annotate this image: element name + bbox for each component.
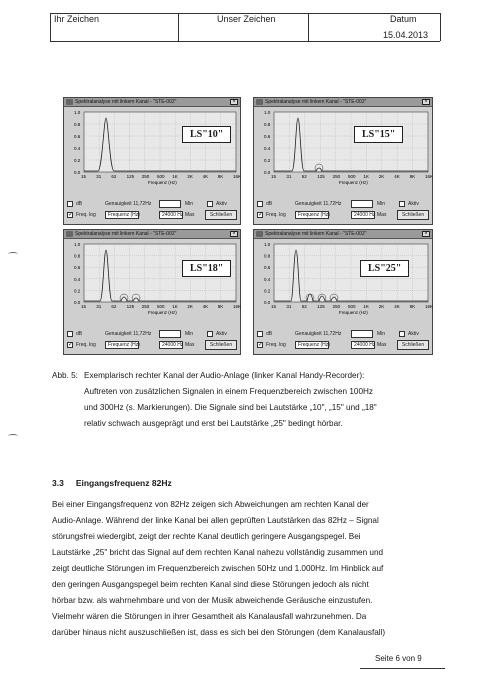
window-controls	[67, 199, 237, 221]
controls-row	[67, 210, 237, 220]
x-tick-label: 125	[126, 304, 135, 309]
header-divider	[308, 13, 309, 41]
frequency-select[interactable]: Frequenz (Hz)	[295, 341, 329, 349]
spectrum-window	[253, 229, 433, 355]
y-tick-label: 0.0	[74, 300, 81, 305]
spectrum-plot	[74, 242, 242, 318]
y-tick-label: 0.4	[264, 276, 271, 282]
y-tick-label: 0.2	[264, 288, 271, 294]
freq-log-checkbox[interactable]	[257, 212, 263, 218]
x-tick-label: 8K	[409, 304, 416, 309]
volume-label: LS"15"	[354, 126, 403, 143]
paragraph-line: Bei einer Eingangsfrequenz von 82Hz zeigen sich Abweichungen am rechten Kanal der	[52, 500, 369, 509]
x-tick-label: 15	[271, 304, 277, 309]
footer-line	[360, 668, 445, 669]
controls-row	[67, 199, 237, 209]
freq-log-checkbox[interactable]	[67, 342, 73, 348]
app-icon	[256, 99, 263, 105]
x-axis-label: Frequenz (Hz)	[339, 180, 368, 185]
max-input[interactable]: 24000 Hz	[159, 341, 183, 349]
caption-text	[84, 368, 449, 432]
letter-header	[50, 13, 440, 43]
db-checkbox[interactable]	[257, 201, 263, 207]
y-tick-label: 0.8	[264, 122, 271, 127]
db-label: dB	[76, 201, 83, 207]
controls-row	[67, 340, 237, 350]
db-label: dB	[76, 331, 83, 337]
x-tick-label: 31	[96, 304, 102, 309]
y-tick-label: 0.4	[74, 146, 81, 151]
x-tick-label: 250	[332, 174, 341, 179]
y-tick-label: 0.0	[264, 170, 271, 175]
x-tick-label: 16K	[233, 304, 242, 309]
paragraph-line: hörbar bzw. als wahrnehmbare und von der Musik abweichende Geräusche einzustufen.	[52, 596, 373, 605]
paragraph-line: störungsfrei wiedergibt, zeigt der rechte Kanal deutlich geringere Ausgangspegel. Bei	[52, 532, 361, 541]
db-label: dB	[266, 201, 273, 207]
paragraph-line: Vielmehr wären die Störungen in ihrer Gesamtheit als Kanalausfall wahrzunehmen. Da	[52, 612, 367, 621]
active-checkbox[interactable]	[399, 331, 405, 337]
x-tick-label: 62	[111, 304, 117, 309]
min-label: Min	[377, 201, 386, 207]
x-tick-label: 62	[301, 174, 307, 179]
caption-line: relativ schwach ausgeprägt und erst bei Lautstärke „25" bedingt hörbar.	[84, 419, 343, 428]
y-tick-label: 1.0	[264, 242, 271, 247]
x-tick-label: 2K	[378, 304, 385, 309]
active-label: Aktiv	[408, 201, 419, 207]
window-controls	[67, 329, 237, 351]
x-tick-label: 8K	[409, 174, 416, 179]
accuracy-label: Genauigkeit 11,72Hz	[105, 331, 152, 337]
x-tick-label: 1K	[172, 304, 178, 309]
accuracy-label: Genauigkeit 11,72Hz	[105, 201, 152, 207]
close-button[interactable]: Schließen	[205, 210, 237, 220]
controls-row	[257, 210, 429, 220]
min-input[interactable]	[159, 200, 181, 208]
volume-label: LS"10"	[182, 126, 231, 143]
max-input[interactable]: 24000 Hz	[351, 211, 375, 219]
x-tick-label: 31	[286, 304, 292, 309]
window-title-bar	[64, 230, 240, 239]
x-tick-label: 125	[317, 304, 325, 309]
x-tick-label: 2K	[378, 174, 385, 179]
window-controls	[257, 329, 429, 351]
x-tick-label: 62	[111, 174, 117, 179]
x-tick-label: 500	[157, 174, 165, 179]
y-tick-label: 0.2	[74, 288, 81, 294]
spectrum-plot	[264, 110, 434, 188]
controls-row	[257, 199, 429, 209]
x-tick-label: 1K	[363, 174, 369, 179]
max-label: Max	[377, 342, 387, 348]
min-input[interactable]	[351, 200, 373, 208]
active-checkbox[interactable]	[399, 201, 405, 207]
x-tick-label: 16K	[425, 174, 434, 179]
y-tick-label: 1.0	[264, 110, 271, 115]
close-button[interactable]: Schließen	[397, 340, 429, 350]
page-number: Seite 6 von 9	[375, 654, 422, 663]
frequency-select[interactable]: Frequenz (Hz)	[295, 211, 329, 219]
close-button[interactable]: Schließen	[397, 210, 429, 220]
y-tick-label: 0.0	[74, 170, 81, 175]
x-tick-label: 15	[81, 304, 87, 309]
active-checkbox[interactable]	[207, 331, 213, 337]
accuracy-label: Genauigkeit 11,72Hz	[295, 331, 342, 337]
window-title: Spektralanalyse mit linkem Kanal - "STE-002"	[265, 231, 367, 237]
max-label: Max	[185, 342, 195, 348]
x-tick-label: 8K	[217, 304, 224, 309]
db-label: dB	[266, 331, 273, 337]
x-tick-label: 8K	[217, 174, 224, 179]
window-title-bar	[64, 98, 240, 107]
frequency-select[interactable]: Frequenz (Hz)	[105, 211, 139, 219]
app-icon	[66, 99, 73, 105]
min-input[interactable]	[159, 330, 181, 338]
close-button[interactable]: Schließen	[205, 340, 237, 350]
spectrum-plot	[74, 110, 242, 188]
window-title-bar	[254, 98, 432, 107]
x-tick-label: 500	[348, 174, 356, 179]
x-tick-label: 250	[141, 304, 150, 309]
y-tick-label: 0.0	[264, 300, 271, 305]
header-divider	[50, 13, 51, 41]
y-tick-label: 0.6	[264, 134, 271, 139]
freq-log-label: Freq. log	[76, 342, 96, 348]
accuracy-label: Genauigkeit 11,72Hz	[295, 201, 342, 207]
y-tick-label: 0.2	[264, 158, 271, 163]
y-tick-label: 1.0	[74, 242, 81, 247]
y-tick-label: 0.2	[74, 158, 81, 163]
x-tick-label: 4K	[202, 174, 209, 179]
x-tick-label: 250	[332, 304, 341, 309]
section-title: Eingangsfrequenz 82Hz	[75, 478, 172, 488]
margin-mark	[8, 252, 18, 256]
min-label: Min	[377, 331, 386, 337]
spectrum-window	[63, 97, 241, 225]
freq-log-label: Freq. log	[266, 212, 286, 218]
x-tick-label: 31	[286, 174, 292, 179]
x-tick-label: 16K	[233, 174, 242, 179]
header-datum: Datum	[390, 14, 417, 24]
db-checkbox[interactable]	[67, 201, 73, 207]
window-title: Spektralanalyse mit linkem Kanal - "STE-002"	[75, 231, 177, 237]
caption-label: Abb. 5:	[52, 371, 78, 380]
y-tick-label: 1.0	[74, 110, 81, 115]
section-heading	[52, 478, 184, 488]
header-divider	[178, 13, 179, 41]
x-tick-label: 2K	[187, 174, 193, 179]
x-tick-label: 125	[317, 174, 325, 179]
db-checkbox[interactable]	[257, 331, 263, 337]
active-label: Aktiv	[216, 201, 227, 207]
y-tick-label: 0.6	[264, 265, 271, 271]
x-tick-label: 500	[348, 304, 356, 309]
spectrum-figure	[60, 95, 435, 357]
x-tick-label: 4K	[202, 304, 209, 309]
y-tick-label: 0.6	[74, 134, 81, 139]
min-label: Min	[185, 331, 194, 337]
y-tick-label: 0.6	[74, 265, 81, 271]
active-checkbox[interactable]	[207, 201, 213, 207]
max-label: Max	[185, 212, 195, 218]
active-label: Aktiv	[216, 331, 227, 337]
max-label: Max	[377, 212, 387, 218]
volume-label: LS"18"	[182, 260, 231, 277]
x-tick-label: 125	[126, 174, 135, 179]
freq-log-checkbox[interactable]	[257, 342, 263, 348]
y-tick-label: 0.4	[74, 276, 81, 282]
paragraph-line: den geringen Ausgangspegel beim rechten Kanal sind diese Störungen jedoch als nicht	[52, 580, 369, 589]
min-input[interactable]	[351, 330, 373, 338]
min-label: Min	[185, 201, 194, 207]
caption-line: Exemplarisch rechter Kanal der Audio-Anlage (linker Kanal Handy-Recorder):	[84, 371, 365, 380]
freq-log-checkbox[interactable]	[67, 212, 73, 218]
close-icon: ×	[422, 231, 430, 237]
body-paragraph	[52, 497, 447, 641]
header-bottom-line	[50, 41, 440, 42]
controls-row	[257, 329, 429, 339]
window-title: Spektralanalyse mit linkem Kanal - "STE-002"	[75, 99, 177, 105]
y-tick-label: 0.8	[74, 253, 81, 259]
spectrum-window	[63, 229, 241, 355]
db-checkbox[interactable]	[67, 331, 73, 337]
x-tick-label: 1K	[172, 174, 178, 179]
x-tick-label: 1K	[363, 304, 369, 309]
x-tick-label: 4K	[394, 174, 400, 179]
x-tick-label: 15	[271, 174, 277, 179]
close-icon: ×	[422, 99, 430, 105]
controls-row	[257, 340, 429, 350]
app-icon	[66, 231, 73, 237]
margin-mark	[8, 434, 18, 438]
window-controls	[257, 199, 429, 221]
caption-line: und 300Hz (s. Markierungen). Die Signale sind bei Lautstärke „10", „15" und „18"	[84, 403, 377, 412]
close-icon: ×	[230, 99, 238, 105]
header-ihr-zeichen: Ihr Zeichen	[54, 14, 100, 24]
paragraph-line: darüber hinaus nicht auszuschließen ist, dass es sich bei den Störungen (dem Kanalausfall)	[52, 628, 386, 637]
x-axis-label: Frequenz (Hz)	[148, 310, 177, 315]
app-icon	[256, 231, 263, 237]
y-tick-label: 0.4	[264, 146, 271, 151]
window-title-bar	[254, 230, 432, 239]
x-tick-label: 2K	[187, 304, 193, 309]
header-divider	[440, 13, 441, 41]
window-title: Spektralanalyse mit linkem Kanal - "STE-002"	[265, 99, 367, 105]
freq-log-label: Freq. log	[76, 212, 96, 218]
section-number: 3.3	[52, 478, 64, 488]
y-tick-label: 0.8	[264, 253, 271, 259]
x-tick-label: 62	[301, 304, 307, 309]
controls-row	[67, 329, 237, 339]
close-icon: ×	[230, 231, 238, 237]
freq-log-label: Freq. log	[266, 342, 286, 348]
header-unser-zeichen: Unser Zeichen	[217, 14, 276, 24]
x-tick-label: 4K	[394, 304, 400, 309]
paragraph-line: Lautstärke „25" bricht das Signal auf dem rechten Kanal nahezu vollständig zusammen und	[52, 548, 384, 557]
x-axis-label: Frequenz (Hz)	[148, 180, 177, 185]
x-tick-label: 500	[157, 304, 165, 309]
paragraph-line: zeigt deutliche Störungen im Frequenzbereich zwischen 50Hz und 1.000Hz. Im Hinblick auf	[52, 564, 384, 573]
caption-line: Auftreten von zusätzlichen Signalen in einem Frequenzbereich zwischen 100Hz	[84, 387, 374, 396]
paragraph-line: Audio-Anlage. Während der linke Kanal bei allen geprüften Lautstärken das 82Hz – Signal	[52, 516, 379, 525]
x-tick-label: 250	[141, 174, 150, 179]
volume-label: LS"25"	[360, 260, 409, 277]
spectrum-window	[253, 97, 433, 225]
frequency-select[interactable]: Frequenz (Hz)	[105, 341, 139, 349]
spectrum-plot	[264, 242, 434, 318]
x-tick-label: 31	[96, 174, 102, 179]
x-tick-label: 16K	[425, 304, 434, 309]
max-input[interactable]: 24000 Hz	[351, 341, 375, 349]
header-date-value: 15.04.2013	[383, 30, 429, 40]
max-input[interactable]: 24000 Hz	[159, 211, 183, 219]
y-tick-label: 0.8	[74, 122, 81, 127]
x-axis-label: Frequenz (Hz)	[339, 310, 368, 315]
active-label: Aktiv	[408, 331, 419, 337]
x-tick-label: 15	[81, 174, 87, 179]
